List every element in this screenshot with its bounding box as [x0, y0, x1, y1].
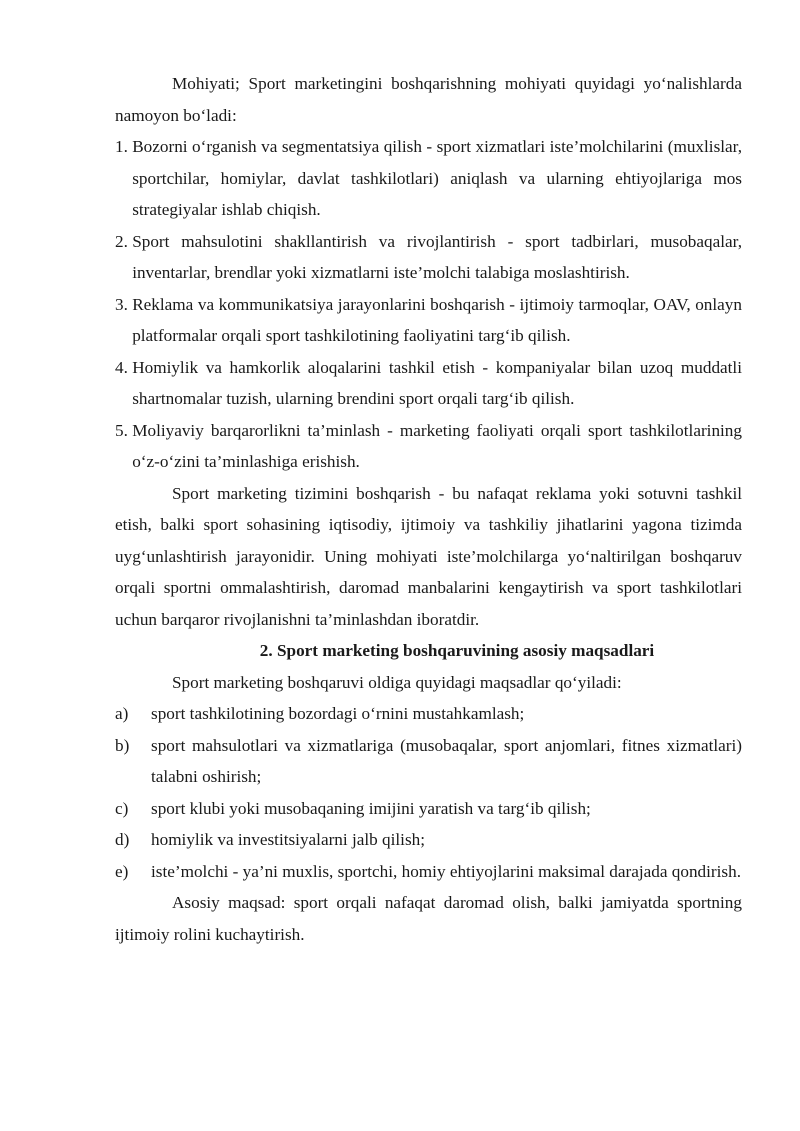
list-marker: d) [115, 830, 130, 849]
list-item-text: Reklama va kommunikatsiya jarayonlarini boshqarish - ijtimoiy tarmoqlar, OAV, onlayn platformalar orqali sport tashkilotining faoliyatini targ‘ib qilish. [132, 294, 742, 345]
list-item [115, 730, 742, 793]
list-item-text: homiylik va investitsiyalarni jalb qilish; [151, 830, 426, 849]
list-marker: 1. [115, 137, 128, 156]
list-item [115, 824, 742, 856]
list-marker: 4. [115, 357, 128, 377]
list-item-text: Sport mahsulotini shakllantirish va rivojlantirish - sport tadbirlari, musobaqalar, inventarlar, brendlar yoki xizmatlarni iste’molchi talabiga moslashtirish. [132, 231, 742, 282]
list-marker: 3. [115, 294, 128, 314]
list-item [115, 352, 742, 415]
list-item [115, 131, 742, 226]
goals-list [115, 698, 742, 887]
list-item [115, 856, 742, 888]
list-item-text: Moliyaviy barqarorlikni ta’minlash - marketing faoliyati orqali sport tashkilotlarining o‘z-o‘zini ta’minlashiga erishish. [132, 420, 742, 471]
list-marker: c) [115, 798, 129, 818]
list-item-text: sport klubi yoki musobaqaning imijini yaratish va targ‘ib qilish; [151, 798, 591, 818]
list-marker: 2. [115, 231, 128, 251]
goals-intro: Sport marketing boshqaruvi oldiga quyidagi maqsadlar qo‘yiladi: [172, 672, 622, 692]
summary-paragraph: Sport marketing tizimini boshqarish - bu nafaqat reklama yoki sotuvni tashkil etish, balki sport sohasining iqtisodiy, ijtimoiy va tashkiliy jihatlarini yagona tizimda uyg‘unlashtirish jarayonidir. Uning mohiyati iste’molchilarga yo‘naltirilgan boshqaruv orqali sportni ommalashtirish, daromad manbalarini kengaytirish va sport tashkilotlari uchun barqaror rivojlanishni ta’minlashdan iboratdir. [115, 483, 742, 629]
list-item-text: Bozorni o‘rganish va segmentatsiya qilish - sport xizmatlari iste’molchilarini (muxlislar, sportchilar, homiylar, davlat tashkilotlari) aniqlash va ularning ehtiyojlariga mos strategiyalar ishlab chiqish. [132, 137, 742, 219]
list-marker: 5. [115, 420, 128, 440]
list-item-text: sport mahsulotlari va xizmatlariga (musobaqalar, sport anjomlari, fitnes xizmatlari) talabni oshirish; [151, 735, 742, 786]
list-item-text: sport tashkilotining bozordagi o‘rnini mustahkamlash; [151, 704, 525, 723]
list-marker: a) [115, 704, 129, 723]
list-item [115, 415, 742, 478]
conclusion-paragraph: Asosiy maqsad: sport orqali nafaqat daromad olish, balki jamiyatda sportning ijtimoiy rolini kuchaytirish. [115, 893, 742, 944]
intro-paragraph: Mohiyati; Sport marketingini boshqarishning mohiyati quyidagi yo‘nalishlarda namoyon bo‘ladi: [115, 74, 742, 125]
list-item [115, 289, 742, 352]
section-heading: 2. Sport marketing boshqaruvining asosiy maqsadlari [259, 641, 655, 660]
list-item [115, 793, 742, 825]
list-marker: e) [115, 861, 129, 881]
document-page [115, 68, 742, 950]
list-item-text: Homiylik va hamkorlik aloqalarini tashkil etish - kompaniyalar bilan uzoq muddatli shartnomalar tuzish, ularning brendini sport orqali targ‘ib qilish. [132, 357, 742, 408]
list-item [115, 226, 742, 289]
list-item-text: iste’molchi - ya’ni muxlis, sportchi, homiy ehtiyojlarini maksimal darajada qondirish. [151, 861, 741, 881]
numbered-list [115, 131, 742, 478]
list-marker: b) [115, 735, 130, 755]
list-item [115, 698, 742, 730]
